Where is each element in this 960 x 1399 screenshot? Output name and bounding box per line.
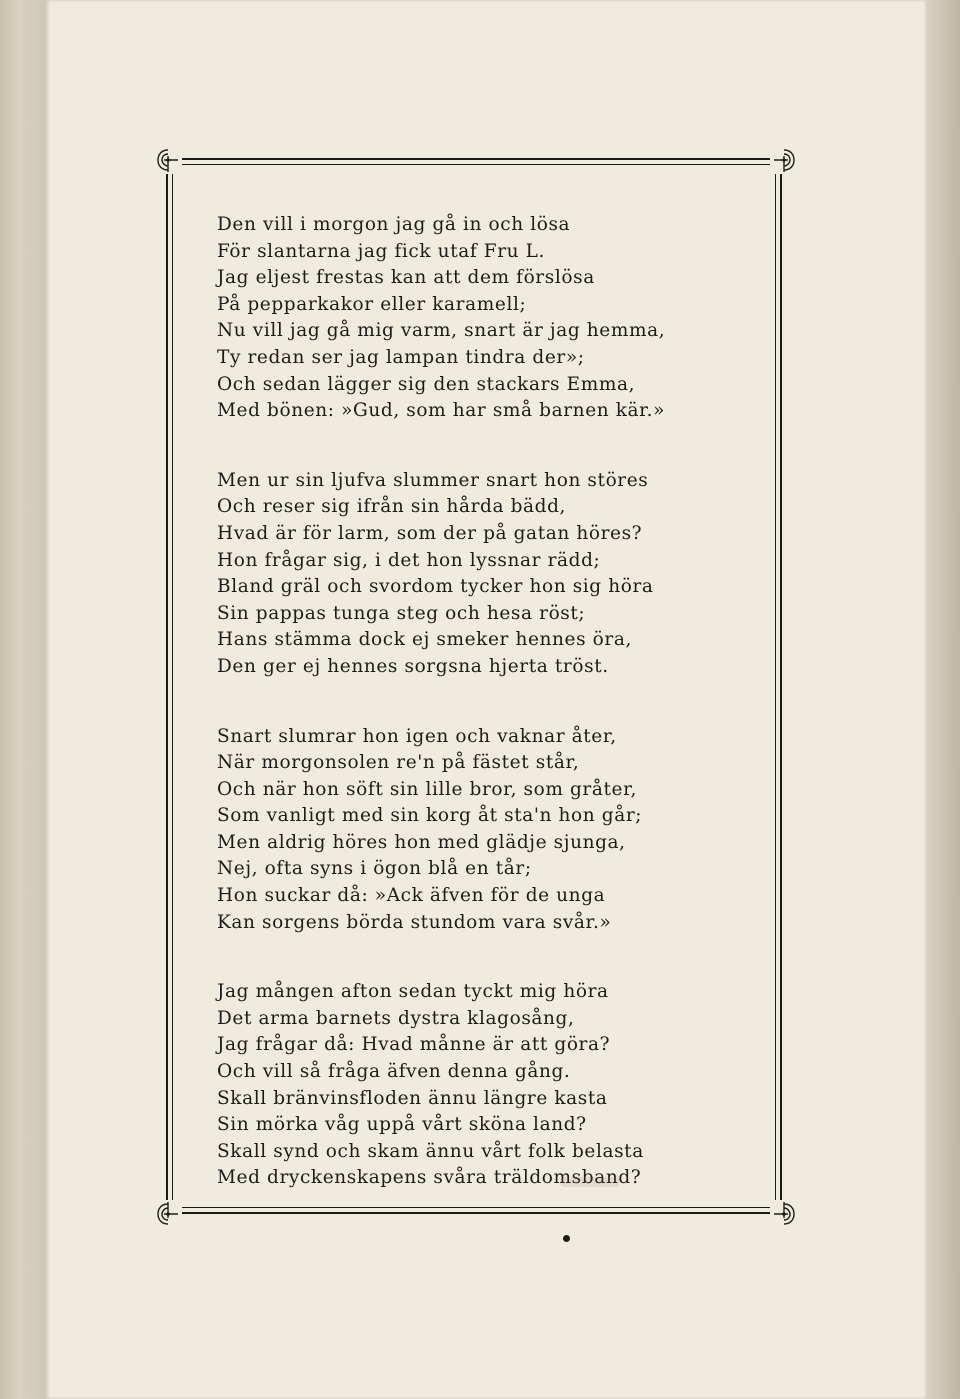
poem-line: För slantarna jag fick utaf Fru L. <box>217 240 546 262</box>
poem-line: När morgonsolen re'n på fästet står, <box>217 752 580 774</box>
poem-line: Ty redan ser jag lampan tindra der»; <box>217 346 585 368</box>
stanza <box>217 979 737 1192</box>
bullet-dot-icon <box>563 1235 570 1242</box>
poem-line: Som vanligt med sin korg åt sta'n hon går; <box>217 805 643 827</box>
poem-line: Nu vill jag gå mig varm, snart är jag hemma, <box>217 320 666 342</box>
flourish-ornament-icon <box>770 146 798 174</box>
poem-line: Bland gräl och svordom tycker hon sig höra <box>217 576 654 598</box>
show-through-smudge <box>560 1177 620 1187</box>
poem-line: Sin mörka våg uppå vårt sköna land? <box>217 1114 587 1136</box>
flourish-ornament-icon <box>770 1200 798 1228</box>
poem-line: Nej, ofta syns i ögon blå en tår; <box>217 858 532 880</box>
poem-line: Hans stämma dock ej smeker hennes öra, <box>217 629 632 651</box>
right-page-edge <box>926 0 960 1399</box>
poem-line: Men aldrig höres hon med glädje sjunga, <box>217 831 626 853</box>
poem-line: Jag frågar då: Hvad månne är att göra? <box>217 1034 611 1056</box>
poem-line: På pepparkakor eller karamell; <box>217 293 527 315</box>
flourish-ornament-icon <box>154 1200 182 1228</box>
poem-line: Sin pappas tunga steg och hesa röst; <box>217 602 586 624</box>
stanza <box>217 724 737 937</box>
stanza <box>217 212 737 425</box>
poem-line: Och vill så fråga äfven denna gång. <box>217 1061 571 1083</box>
poem-line: Hon suckar då: »Ack äfven för de unga <box>217 885 606 907</box>
poem-line: Snart slumrar hon igen och vaknar åter, <box>217 725 617 747</box>
poem-line: Med bönen: »Gud, som har små barnen kär.» <box>217 400 665 422</box>
poem-line: Och sedan lägger sig den stackars Emma, <box>217 373 636 395</box>
poem-line: Med dryckenskapens svåra träldomsband? <box>217 1167 642 1189</box>
left-page-edge <box>0 0 46 1399</box>
poem-line: Men ur sin ljufva slummer snart hon störes <box>217 469 649 491</box>
poem-line: Skall bränvinsfloden ännu längre kasta <box>217 1087 608 1109</box>
flourish-ornament-icon <box>154 146 182 174</box>
poem-line: Den ger ej hennes sorgsna hjerta tröst. <box>217 655 609 677</box>
poem-line: Det arma barnets dystra klagosång, <box>217 1007 575 1029</box>
poem-line: Skall synd och skam ännu vårt folk belasta <box>217 1140 644 1162</box>
poem-text <box>217 212 737 1235</box>
poem-line: Kan sorgens börda stundom vara svår.» <box>217 911 612 933</box>
poem-line: Och när hon söft sin lille bror, som gråter, <box>217 778 637 800</box>
poem-line: Den vill i morgon jag gå in och lösa <box>217 214 571 235</box>
poem-line: Jag mången afton sedan tyckt mig höra <box>217 981 609 1003</box>
poem-line: Hvad är för larm, som der på gatan höres? <box>217 522 643 544</box>
poem-line: Och reser sig ifrån sin hårda bädd, <box>217 496 567 518</box>
poem-line: Hon frågar sig, i det hon lyssnar rädd; <box>217 549 601 571</box>
poem-line: Jag eljest frestas kan att dem förslösa <box>217 267 595 289</box>
stanza <box>217 468 737 681</box>
